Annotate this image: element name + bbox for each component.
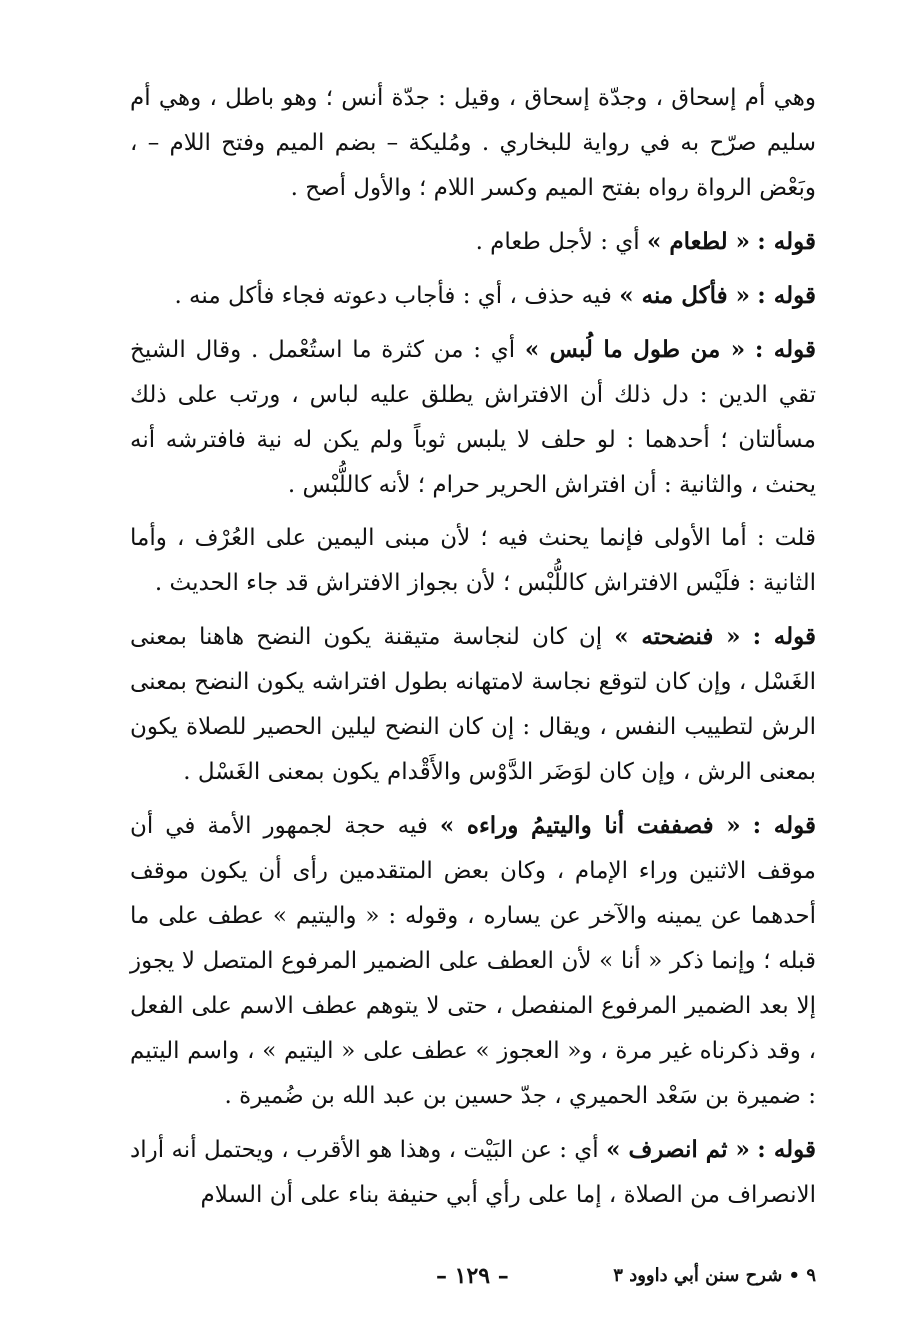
paragraph-lead: قوله :: [757, 1136, 817, 1163]
paragraph: [130, 327, 816, 508]
book-label: ٩ • شرح سنن أبي داوود ٣: [613, 1265, 816, 1286]
paragraph-quote: « فصففت أنا واليتيمُ وراءه »: [439, 812, 741, 839]
paragraph-lead: قوله :: [757, 282, 816, 309]
paragraph: [130, 76, 816, 211]
paragraph: [130, 516, 816, 606]
paragraph-text: إن كان لنجاسة متيقنة يكون النضح هاهنا بمعنى الغَسْل ، وإن كان لتوقع نجاسة لامتهانه بطول افتراشه يكون النضح بمعنى الرش لتطييب النفس ، ويقال : إن كان النضح ليلين الحصير للصلاة يكون بمعنى الرش ، وإن كان لوَضَر الدَّوْس والأَقْدام يكون بمعنى الغَسْل .: [130, 624, 816, 785]
paragraph-text: وهي أم إسحاق ، وجدّة إسحاق ، وقيل : جدّة أنس ؛ وهو باطل ، وهي أم سليم صرّح به في رواية للبخاري . ومُليكة – بضم الميم وفتح اللام – ، وبَعْض الرواة رواه بفتح الميم وكسر اللام ؛ والأول أصح .: [130, 85, 816, 201]
body-text: [130, 76, 816, 1226]
paragraph-lead: قوله :: [752, 623, 817, 650]
paragraph-text: فيه حذف ، أي : فأجاب دعوته فجاء فأكل منه .: [174, 283, 612, 309]
paragraph-quote: « لطعام »: [646, 228, 750, 255]
paragraph: [130, 1127, 816, 1218]
paragraph-lead: قوله :: [752, 812, 817, 839]
paragraph-text: أي : عن البَيْت ، وهذا هو الأقرب ، ويحتمل أنه أراد الانصراف من الصلاة ، إما على رأي أبي حنيفة بناء على أن السلام: [130, 1137, 816, 1208]
paragraph-quote: « فأكل منه »: [619, 282, 750, 309]
paragraph: [130, 219, 816, 265]
paragraph-text: أي : من كثرة ما استُعْمل . وقال الشيخ تقي الدين : دل ذلك أن الافتراش يطلق عليه لباس ، ورتب على ذلك مسألتان ؛ أحدهما : لو حلف لا يلبس ثوباً ولم يكن له نية فافترشه أنه يحنث ، والثانية : أن افتراش الحرير حرام ؛ لأنه كاللُّبْس .: [130, 337, 816, 498]
paragraph-lead: قوله :: [757, 228, 816, 255]
paragraph-lead: قوله :: [754, 336, 817, 363]
paragraph-quote: « ثم انصرف »: [606, 1136, 750, 1163]
paragraph: [130, 614, 816, 795]
page-footer: [130, 1265, 816, 1295]
paragraph: [130, 273, 816, 319]
page-number: – ١٢٩ –: [436, 1263, 509, 1289]
paragraph: [130, 803, 816, 1119]
paragraph-quote: « فنضحته »: [614, 623, 741, 650]
paragraph-quote: « من طول ما لُبس »: [524, 336, 746, 363]
paragraph-text: فيه حجة لجمهور الأمة في أن موقف الاثنين وراء الإمام ، وكان بعض المتقدمين رأى أن يكون موقف أحدهما عن يمينه والآخر عن يساره ، وقوله : « واليتيم » عطف على ما قبله ؛ وإنما ذكر « أنا » لأن العطف على الضمير المرفوع المتصل لا يجوز إلا بعد الضمير المرفوع المنفصل ، حتى لا يتوهم عطف الاسم على الفعل ، وقد ذكرناه غير مرة ، و« العجوز » عطف على « اليتيم » ، واسم اليتيم : ضميرة بن سَعْد الحميري ، جدّ حسين بن عبد الله بن ضُميرة .: [130, 813, 816, 1109]
paragraph-text: قلت : أما الأولى فإنما يحنث فيه ؛ لأن مبنى اليمين على العُرْف ، وأما الثانية : فلَيْس الافتراش كاللُّبْس ؛ لأن بجواز الافتراش قد جاء الحديث .: [130, 525, 816, 596]
paragraph-text: أي : لأجل طعام .: [475, 229, 640, 255]
